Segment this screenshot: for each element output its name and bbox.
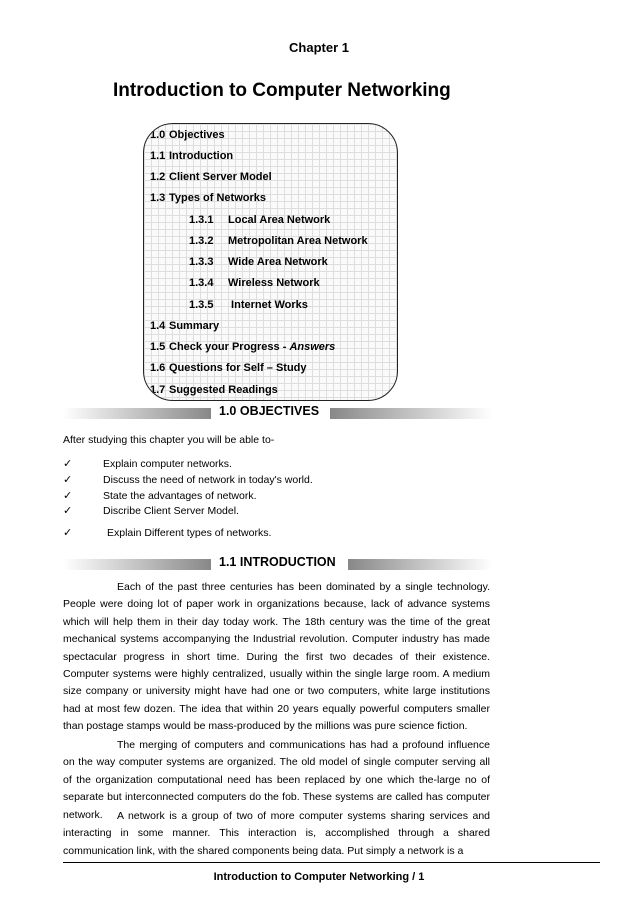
toc-item: 1.3 Types of Networks bbox=[150, 192, 266, 204]
checkmark-icon: ✓ bbox=[63, 458, 73, 470]
page-title: Introduction to Computer Networking bbox=[113, 80, 451, 101]
toc-subitem: 1.3.2 Metropolitan Area Network bbox=[189, 235, 368, 247]
toc-item: 1.0 Objectives bbox=[150, 129, 225, 141]
toc-item: 1.6 Questions for Self – Study bbox=[150, 362, 307, 374]
paragraph: A network is a group of two of more computer systems sharing services and interacting in some manner. This interaction is, accomplished through a shared communication link, with the shared components being data. Put simply a network is a bbox=[63, 810, 490, 857]
checkmark-icon: ✓ bbox=[63, 474, 73, 486]
toc-subitem: 1.3.3 Wide Area Network bbox=[189, 256, 328, 268]
section-divider bbox=[63, 559, 211, 570]
toc-subitem: 1.3.4 Wireless Network bbox=[189, 277, 320, 289]
toc-item: 1.4 Summary bbox=[150, 320, 220, 332]
section-divider bbox=[330, 408, 492, 419]
page-footer: Introduction to Computer Networking / 1 bbox=[213, 871, 425, 883]
section-divider bbox=[348, 559, 492, 570]
objectives-intro: After studying this chapter you will be able to- bbox=[63, 434, 275, 446]
section-heading-introduction: 1.1 INTRODUCTION bbox=[219, 555, 336, 569]
section-divider bbox=[63, 408, 211, 419]
paragraph: The merging of computers and communications has had a profound influence on the way computer systems are organized. The old model of single computer serving all of the organization computational need has been replaced by one which the-large no of separate but interconnected computers do the fob. These systems are called has computer network. bbox=[63, 739, 490, 821]
toc-subitem: 1.3.1 Local Area Network bbox=[189, 214, 331, 226]
checkmark-icon: ✓ bbox=[63, 490, 73, 502]
paragraph: Each of the past three centuries has been dominated by a single technology. People were doing lot of paper work in organizations because, lack of advance systems which will help them in their day today work. The 18th century was the time of the great mechanical systems accompanying the Industrial revolution. Computer industry has made spectacular progress in short time. During the first two decades of their existence. Computer systems were highly centralized, usually within the single large room. A medium size company or university might have had one or two computers, white large institutions had at most few dozen. The idea that within 20 years equally powerful computers smaller than postage stamps would be mass-produced by the millions was pure science fiction. bbox=[63, 581, 490, 733]
section-heading-objectives: 1.0 OBJECTIVES bbox=[219, 404, 320, 418]
toc-item: 1.1 Introduction bbox=[150, 150, 234, 162]
checkmark-icon: ✓ bbox=[63, 527, 73, 539]
chapter-label: Chapter 1 bbox=[289, 40, 349, 55]
toc-item: 1.2 Client Server Model bbox=[150, 171, 272, 183]
toc-item: 1.7 Suggested Readings bbox=[150, 384, 278, 396]
checkmark-icon: ✓ bbox=[63, 505, 73, 517]
toc-subitem: 1.3.5 Internet Works bbox=[189, 299, 308, 311]
toc-item: 1.5 Check your Progress - Answers bbox=[150, 341, 336, 353]
table-of-contents bbox=[143, 123, 398, 401]
footer-rule bbox=[63, 862, 600, 863]
